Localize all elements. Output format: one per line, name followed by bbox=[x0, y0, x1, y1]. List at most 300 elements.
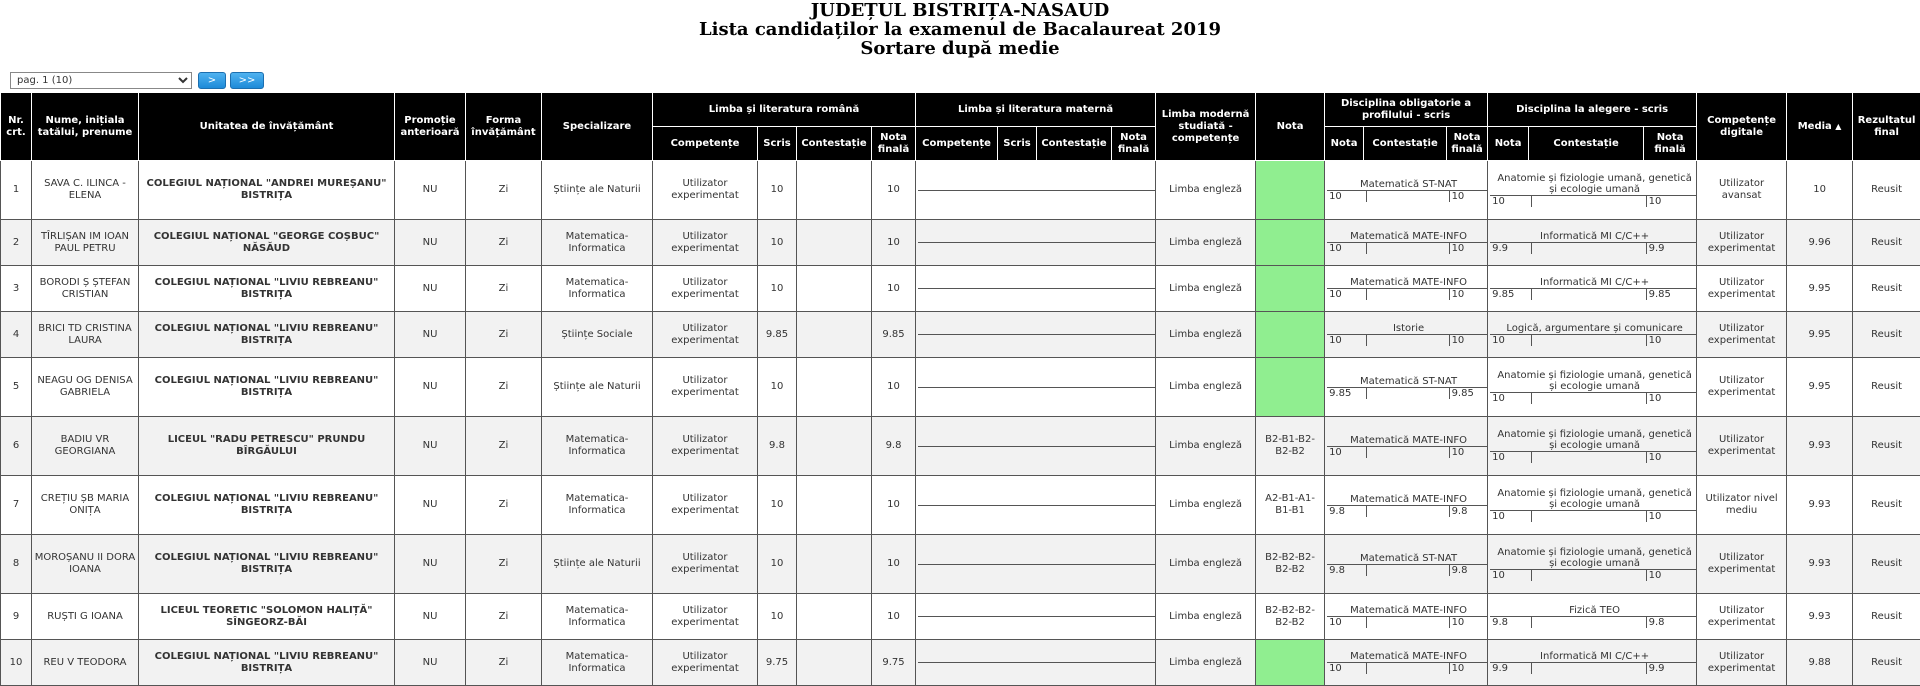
ales-nf-cell: 9.9 bbox=[1646, 663, 1697, 675]
spec-cell: Matematica-Informatica bbox=[542, 476, 653, 535]
ro-scris-cell: 10 bbox=[758, 358, 797, 417]
ro-cont-cell bbox=[797, 417, 872, 476]
candidate-name: TÎRLIȘAN IM IOAN PAUL PETRU bbox=[32, 220, 139, 266]
spec-cell: Matematica-Informatica bbox=[542, 640, 653, 686]
mat-subgrid bbox=[916, 312, 1156, 358]
candidate-name: CREȚIU ȘB MARIA ONIȚA bbox=[32, 476, 139, 535]
candidate-name: BORODI Ș ȘTEFAN CRISTIAN bbox=[32, 266, 139, 312]
col-ro-comp[interactable]: Competențe bbox=[653, 127, 758, 161]
mat-subgrid bbox=[916, 594, 1156, 640]
dig-cell: Utilizator avansat bbox=[1697, 161, 1787, 220]
dig-cell: Utilizator nivel mediu bbox=[1697, 476, 1787, 535]
ales-nf-cell: 10 bbox=[1646, 393, 1697, 405]
obl-name: Istorie bbox=[1327, 323, 1488, 335]
obl-name: Matematică MATE-INFO bbox=[1327, 605, 1488, 617]
candidate-name: MOROȘANU II DORA IOANA bbox=[32, 535, 139, 594]
promo-cell: NU bbox=[395, 640, 466, 686]
obl-nf-cell: 10 bbox=[1449, 190, 1488, 202]
row-nr: 1 bbox=[1, 161, 32, 220]
ro-comp-cell: Utilizator experimentat bbox=[653, 476, 758, 535]
ales-nota-cell: 10 bbox=[1490, 196, 1531, 208]
ro-comp-cell: Utilizator experimentat bbox=[653, 358, 758, 417]
candidate-name: REU V TEODORA bbox=[32, 640, 139, 686]
promo-cell: NU bbox=[395, 358, 466, 417]
media-cell: 9.95 bbox=[1787, 266, 1853, 312]
obl-subgrid bbox=[1325, 266, 1488, 312]
mat-subgrid bbox=[916, 220, 1156, 266]
col-nr[interactable]: Nr. crt. bbox=[1, 93, 32, 161]
dig-cell: Utilizator experimentat bbox=[1697, 312, 1787, 358]
lm-nota-cell: B2-B2-B2-B2-B2 bbox=[1256, 535, 1325, 594]
obl-subgrid bbox=[1325, 161, 1488, 220]
obl-nota-cell: 10 bbox=[1327, 190, 1366, 202]
col-mat-comp[interactable]: Competențe bbox=[916, 127, 998, 161]
obl-cont-cell bbox=[1366, 190, 1449, 202]
dig-cell: Utilizator experimentat bbox=[1697, 358, 1787, 417]
dig-cell: Utilizator experimentat bbox=[1697, 220, 1787, 266]
obl-subgrid bbox=[1325, 594, 1488, 640]
row-nr: 4 bbox=[1, 312, 32, 358]
mat-nf-cell bbox=[1114, 387, 1156, 388]
obl-subgrid bbox=[1325, 220, 1488, 266]
obl-nf-cell: 10 bbox=[1449, 617, 1488, 629]
spec-cell: Științe ale Naturii bbox=[542, 161, 653, 220]
mat-subgrid bbox=[916, 358, 1156, 417]
ro-cont-cell bbox=[797, 594, 872, 640]
obl-cont-cell bbox=[1366, 243, 1449, 255]
table-row bbox=[1, 594, 1920, 640]
obl-nf-cell: 9.8 bbox=[1449, 564, 1488, 576]
table-row bbox=[1, 476, 1920, 535]
col-ro-cont[interactable]: Contestație bbox=[797, 127, 872, 161]
ales-nf-cell: 9.85 bbox=[1646, 289, 1697, 301]
page-header bbox=[0, 0, 1920, 58]
ro-comp-cell: Utilizator experimentat bbox=[653, 417, 758, 476]
obl-subgrid bbox=[1325, 640, 1488, 686]
col-spec[interactable]: Specializare bbox=[542, 93, 653, 161]
col-lm[interactable]: Limba modernă studiată - competențe bbox=[1156, 93, 1256, 161]
obl-nota-cell: 9.8 bbox=[1327, 564, 1366, 576]
mat-nf-cell bbox=[1114, 243, 1156, 244]
lm-cell: Limba engleză bbox=[1156, 312, 1256, 358]
obl-cont-cell bbox=[1366, 617, 1449, 629]
page-select[interactable] bbox=[10, 72, 192, 89]
obl-cont-cell bbox=[1366, 289, 1449, 301]
mat-scris-cell bbox=[1000, 387, 1039, 388]
ro-nf-cell: 10 bbox=[872, 594, 916, 640]
candidate-name: BRICI TD CRISTINA LAURA bbox=[32, 312, 139, 358]
mat-scris-cell bbox=[1000, 564, 1039, 565]
lm-cell: Limba engleză bbox=[1156, 640, 1256, 686]
ales-cont-cell bbox=[1531, 289, 1646, 301]
ro-scris-cell: 9.85 bbox=[758, 312, 797, 358]
school-name: COLEGIUL NAȚIONAL "ANDREI MUREȘANU" BISTRIȚA bbox=[139, 161, 395, 220]
promo-cell: NU bbox=[395, 594, 466, 640]
lm-cell: Limba engleză bbox=[1156, 161, 1256, 220]
mat-scris-cell bbox=[1000, 335, 1039, 336]
ales-cont-cell bbox=[1531, 452, 1646, 464]
ales-nota-cell: 9.8 bbox=[1490, 617, 1531, 629]
pager bbox=[10, 72, 264, 89]
lm-nota-cell bbox=[1256, 358, 1325, 417]
ro-comp-cell: Utilizator experimentat bbox=[653, 640, 758, 686]
mat-subgrid bbox=[916, 640, 1156, 686]
mat-subgrid bbox=[916, 417, 1156, 476]
lm-cell: Limba engleză bbox=[1156, 220, 1256, 266]
county-title: JUDEȚUL BISTRIȚA-NASAUD bbox=[0, 1, 1920, 20]
form-cell: Zi bbox=[466, 358, 542, 417]
ales-name: Anatomie și fiziologie umană, genetică și ecologie umană bbox=[1490, 547, 1697, 570]
col-ales-nota[interactable]: Nota bbox=[1488, 127, 1529, 161]
table-row bbox=[1, 312, 1920, 358]
lm-nota-cell bbox=[1256, 161, 1325, 220]
row-nr: 7 bbox=[1, 476, 32, 535]
ales-name: Fizică TEO bbox=[1490, 605, 1697, 617]
mat-scris-cell bbox=[1000, 617, 1039, 618]
ales-name: Anatomie și fiziologie umană, genetică și ecologie umană bbox=[1490, 429, 1697, 452]
mat-nf-cell bbox=[1114, 289, 1156, 290]
ro-nf-cell: 9.85 bbox=[872, 312, 916, 358]
form-cell: Zi bbox=[466, 312, 542, 358]
table-row bbox=[1, 220, 1920, 266]
mat-cont-cell bbox=[1039, 387, 1114, 388]
ro-cont-cell bbox=[797, 266, 872, 312]
col-mat-scris[interactable]: Scris bbox=[998, 127, 1037, 161]
obl-cont-cell bbox=[1366, 335, 1449, 347]
ales-nf-cell: 10 bbox=[1646, 570, 1697, 582]
ro-cont-cell bbox=[797, 358, 872, 417]
obl-nota-cell: 9.85 bbox=[1327, 387, 1366, 399]
ales-name: Anatomie și fiziologie umană, genetică și ecologie umană bbox=[1490, 370, 1697, 393]
form-cell: Zi bbox=[466, 266, 542, 312]
ro-scris-cell: 10 bbox=[758, 476, 797, 535]
col-mat-cont[interactable]: Contestație bbox=[1037, 127, 1112, 161]
ales-nf-cell: 10 bbox=[1646, 196, 1697, 208]
mat-cont-cell bbox=[1039, 190, 1114, 191]
ales-name: Anatomie și fiziologie umană, genetică și ecologie umană bbox=[1490, 173, 1697, 196]
obl-nota-cell: 10 bbox=[1327, 446, 1366, 458]
ales-cont-cell bbox=[1531, 243, 1646, 255]
mat-comp-cell bbox=[918, 289, 1000, 290]
ro-cont-cell bbox=[797, 161, 872, 220]
mat-comp-cell bbox=[918, 243, 1000, 244]
school-name: LICEUL "RADU PETRESCU" PRUNDU BÎRGĂULUI bbox=[139, 417, 395, 476]
ro-comp-cell: Utilizator experimentat bbox=[653, 312, 758, 358]
promo-cell: NU bbox=[395, 266, 466, 312]
obl-subgrid bbox=[1325, 476, 1488, 535]
obl-nf-cell: 9.8 bbox=[1449, 505, 1488, 517]
lm-nota-cell: B2-B2-B2-B2-B2 bbox=[1256, 594, 1325, 640]
ales-name: Informatică MI C/C++ bbox=[1490, 277, 1697, 289]
promo-cell: NU bbox=[395, 535, 466, 594]
mat-cont-cell bbox=[1039, 663, 1114, 664]
promo-cell: NU bbox=[395, 220, 466, 266]
ales-name: Anatomie și fiziologie umană, genetică și ecologie umană bbox=[1490, 488, 1697, 511]
obl-nf-cell: 10 bbox=[1449, 663, 1488, 675]
ro-comp-cell: Utilizator experimentat bbox=[653, 594, 758, 640]
ales-nota-cell: 9.9 bbox=[1490, 663, 1531, 675]
ales-subgrid bbox=[1488, 312, 1697, 358]
mat-nf-cell bbox=[1114, 663, 1156, 664]
row-nr: 9 bbox=[1, 594, 32, 640]
ales-nf-cell: 10 bbox=[1646, 335, 1697, 347]
media-cell: 9.93 bbox=[1787, 417, 1853, 476]
mat-subgrid bbox=[916, 535, 1156, 594]
mat-nf-cell bbox=[1114, 564, 1156, 565]
ales-subgrid bbox=[1488, 417, 1697, 476]
obl-cont-cell bbox=[1366, 663, 1449, 675]
promo-cell: NU bbox=[395, 312, 466, 358]
obl-nota-cell: 10 bbox=[1327, 243, 1366, 255]
school-name: COLEGIUL NAȚIONAL "LIVIU REBREANU" BISTRIȚA bbox=[139, 312, 395, 358]
media-cell: 10 bbox=[1787, 161, 1853, 220]
ales-nota-cell: 10 bbox=[1490, 393, 1531, 405]
obl-nota-cell: 10 bbox=[1327, 335, 1366, 347]
obl-subgrid bbox=[1325, 358, 1488, 417]
col-obl: Disciplina obligatorie a profilului - scris bbox=[1325, 93, 1488, 127]
lm-cell: Limba engleză bbox=[1156, 358, 1256, 417]
ro-scris-cell: 10 bbox=[758, 220, 797, 266]
lm-nota-cell bbox=[1256, 312, 1325, 358]
col-obl-nota[interactable]: Nota bbox=[1325, 127, 1364, 161]
col-dig[interactable]: Competențe digitale bbox=[1697, 93, 1787, 161]
ales-nf-cell: 9.8 bbox=[1646, 617, 1697, 629]
obl-cont-cell bbox=[1366, 564, 1449, 576]
ro-comp-cell: Utilizator experimentat bbox=[653, 535, 758, 594]
school-name: COLEGIUL NAȚIONAL "GEORGE COȘBUC" NĂSĂUD bbox=[139, 220, 395, 266]
ales-nota-cell: 10 bbox=[1490, 335, 1531, 347]
row-nr: 6 bbox=[1, 417, 32, 476]
table-row bbox=[1, 266, 1920, 312]
form-cell: Zi bbox=[466, 220, 542, 266]
mat-nf-cell bbox=[1114, 505, 1156, 506]
mat-comp-cell bbox=[918, 663, 1000, 664]
ales-subgrid bbox=[1488, 266, 1697, 312]
lm-cell: Limba engleză bbox=[1156, 266, 1256, 312]
ro-cont-cell bbox=[797, 476, 872, 535]
obl-subgrid bbox=[1325, 312, 1488, 358]
mat-comp-cell bbox=[918, 617, 1000, 618]
mat-cont-cell bbox=[1039, 446, 1114, 447]
spec-cell: Științe Sociale bbox=[542, 312, 653, 358]
ro-scris-cell: 9.8 bbox=[758, 417, 797, 476]
mat-subgrid bbox=[916, 266, 1156, 312]
row-nr: 10 bbox=[1, 640, 32, 686]
media-cell: 9.88 bbox=[1787, 640, 1853, 686]
col-media[interactable] bbox=[1787, 93, 1853, 161]
obl-name: Matematică MATE-INFO bbox=[1327, 494, 1488, 506]
ales-cont-cell bbox=[1531, 196, 1646, 208]
school-name: LICEUL TEORETIC "SOLOMON HALIȚĂ" SÎNGEORZ-BĂI bbox=[139, 594, 395, 640]
mat-comp-cell bbox=[918, 190, 1000, 191]
mat-nf-cell bbox=[1114, 190, 1156, 191]
form-cell: Zi bbox=[466, 535, 542, 594]
ales-subgrid bbox=[1488, 476, 1697, 535]
dig-cell: Utilizator experimentat bbox=[1697, 417, 1787, 476]
mat-nf-cell bbox=[1114, 617, 1156, 618]
obl-name: Matematică ST-NAT bbox=[1327, 376, 1488, 388]
ales-nota-cell: 9.85 bbox=[1490, 289, 1531, 301]
obl-cont-cell bbox=[1366, 387, 1449, 399]
obl-nf-cell: 10 bbox=[1449, 243, 1488, 255]
mat-scris-cell bbox=[1000, 243, 1039, 244]
ales-cont-cell bbox=[1531, 617, 1646, 629]
col-ales-cont[interactable]: Contestație bbox=[1529, 127, 1644, 161]
ro-nf-cell: 10 bbox=[872, 476, 916, 535]
ales-subgrid bbox=[1488, 594, 1697, 640]
ales-name: Informatică MI C/C++ bbox=[1490, 651, 1697, 663]
lm-cell: Limba engleză bbox=[1156, 535, 1256, 594]
ro-scris-cell: 10 bbox=[758, 266, 797, 312]
media-cell: 9.93 bbox=[1787, 476, 1853, 535]
col-ales-nf[interactable]: Nota finală bbox=[1644, 127, 1697, 161]
col-rez[interactable]: Rezultatul final bbox=[1853, 93, 1920, 161]
school-name: COLEGIUL NAȚIONAL "LIVIU REBREANU" BISTRIȚA bbox=[139, 535, 395, 594]
mat-scris-cell bbox=[1000, 190, 1039, 191]
mat-comp-cell bbox=[918, 446, 1000, 447]
candidate-name: BADIU VR GEORGIANA bbox=[32, 417, 139, 476]
lm-nota-cell bbox=[1256, 220, 1325, 266]
mat-subgrid bbox=[916, 476, 1156, 535]
ales-name: Logică, argumentare și comunicare bbox=[1490, 323, 1697, 335]
lm-nota-cell bbox=[1256, 266, 1325, 312]
mat-nf-cell bbox=[1114, 335, 1156, 336]
ales-nf-cell: 10 bbox=[1646, 511, 1697, 523]
ales-cont-cell bbox=[1531, 335, 1646, 347]
ales-nota-cell: 10 bbox=[1490, 570, 1531, 582]
list-title: Lista candidaților la examenul de Bacalaureat 2019 bbox=[0, 20, 1920, 39]
lm-nota-cell: B2-B1-B2-B2-B2 bbox=[1256, 417, 1325, 476]
row-nr: 3 bbox=[1, 266, 32, 312]
ales-subgrid bbox=[1488, 220, 1697, 266]
school-name: COLEGIUL NAȚIONAL "LIVIU REBREANU" BISTRIȚA bbox=[139, 266, 395, 312]
obl-cont-cell bbox=[1366, 505, 1449, 517]
col-form[interactable]: Forma învățământ bbox=[466, 93, 542, 161]
obl-subgrid bbox=[1325, 417, 1488, 476]
col-obl-nf[interactable]: Nota finală bbox=[1447, 127, 1488, 161]
col-ro-nf[interactable]: Nota finală bbox=[872, 127, 916, 161]
ro-scris-cell: 10 bbox=[758, 161, 797, 220]
media-cell: 9.95 bbox=[1787, 312, 1853, 358]
obl-name: Matematică ST-NAT bbox=[1327, 553, 1488, 565]
dig-cell: Utilizator experimentat bbox=[1697, 594, 1787, 640]
rez-cell: Reusit bbox=[1853, 640, 1920, 686]
candidate-name: SAVA C. ILINCA - ELENA bbox=[32, 161, 139, 220]
rez-cell: Reusit bbox=[1853, 220, 1920, 266]
spec-cell: Matematica-Informatica bbox=[542, 220, 653, 266]
last-page-button[interactable]: >> bbox=[230, 72, 264, 89]
mat-cont-cell bbox=[1039, 617, 1114, 618]
lm-cell: Limba engleză bbox=[1156, 594, 1256, 640]
ales-subgrid bbox=[1488, 358, 1697, 417]
lm-cell: Limba engleză bbox=[1156, 417, 1256, 476]
ales-cont-cell bbox=[1531, 393, 1646, 405]
obl-nf-cell: 10 bbox=[1449, 335, 1488, 347]
sort-title: Sortare după medie bbox=[0, 39, 1920, 58]
next-page-button[interactable]: > bbox=[198, 72, 226, 89]
mat-scris-cell bbox=[1000, 446, 1039, 447]
school-name: COLEGIUL NAȚIONAL "LIVIU REBREANU" BISTRIȚA bbox=[139, 640, 395, 686]
lm-nota-cell: A2-B1-A1-B1-B1 bbox=[1256, 476, 1325, 535]
form-cell: Zi bbox=[466, 594, 542, 640]
rez-cell: Reusit bbox=[1853, 476, 1920, 535]
lm-nota-cell bbox=[1256, 640, 1325, 686]
col-media-label: Media bbox=[1798, 121, 1832, 132]
ro-nf-cell: 10 bbox=[872, 220, 916, 266]
media-cell: 9.93 bbox=[1787, 594, 1853, 640]
col-name[interactable]: Nume, inițiala tatălui, prenume bbox=[32, 93, 139, 161]
obl-subgrid bbox=[1325, 535, 1488, 594]
candidates-table bbox=[0, 92, 1920, 686]
spec-cell: Științe ale Naturii bbox=[542, 358, 653, 417]
media-cell: 9.93 bbox=[1787, 535, 1853, 594]
spec-cell: Matematica-Informatica bbox=[542, 417, 653, 476]
mat-subgrid bbox=[916, 161, 1156, 220]
row-nr: 2 bbox=[1, 220, 32, 266]
obl-name: Matematică MATE-INFO bbox=[1327, 231, 1488, 243]
col-school[interactable]: Unitatea de învățământ bbox=[139, 93, 395, 161]
school-name: COLEGIUL NAȚIONAL "LIVIU REBREANU" BISTRIȚA bbox=[139, 358, 395, 417]
col-mat-nf[interactable]: Nota finală bbox=[1112, 127, 1156, 161]
col-obl-cont[interactable]: Contestație bbox=[1364, 127, 1447, 161]
ales-nf-cell: 9.9 bbox=[1646, 243, 1697, 255]
ales-subgrid bbox=[1488, 640, 1697, 686]
table-row bbox=[1, 358, 1920, 417]
mat-cont-cell bbox=[1039, 289, 1114, 290]
col-promo[interactable]: Promoție anterioară bbox=[395, 93, 466, 161]
mat-scris-cell bbox=[1000, 505, 1039, 506]
table-row bbox=[1, 417, 1920, 476]
obl-nf-cell: 9.85 bbox=[1449, 387, 1488, 399]
ales-nf-cell: 10 bbox=[1646, 452, 1697, 464]
mat-comp-cell bbox=[918, 505, 1000, 506]
ales-cont-cell bbox=[1531, 663, 1646, 675]
row-nr: 8 bbox=[1, 535, 32, 594]
mat-scris-cell bbox=[1000, 663, 1039, 664]
ro-cont-cell bbox=[797, 640, 872, 686]
candidate-name: RUȘTI G IOANA bbox=[32, 594, 139, 640]
rez-cell: Reusit bbox=[1853, 266, 1920, 312]
promo-cell: NU bbox=[395, 417, 466, 476]
ales-name: Informatică MI C/C++ bbox=[1490, 231, 1697, 243]
ales-cont-cell bbox=[1531, 511, 1646, 523]
ales-nota-cell: 10 bbox=[1490, 452, 1531, 464]
ro-scris-cell: 10 bbox=[758, 535, 797, 594]
spec-cell: Matematica-Informatica bbox=[542, 266, 653, 312]
mat-cont-cell bbox=[1039, 243, 1114, 244]
rez-cell: Reusit bbox=[1853, 312, 1920, 358]
ro-comp-cell: Utilizator experimentat bbox=[653, 220, 758, 266]
ales-cont-cell bbox=[1531, 570, 1646, 582]
col-mat: Limba și literatura maternă bbox=[916, 93, 1156, 127]
rez-cell: Reusit bbox=[1853, 161, 1920, 220]
table-row bbox=[1, 535, 1920, 594]
ales-subgrid bbox=[1488, 535, 1697, 594]
candidate-name: NEAGU OG DENISA GABRIELA bbox=[32, 358, 139, 417]
rez-cell: Reusit bbox=[1853, 417, 1920, 476]
spec-cell: Științe ale Naturii bbox=[542, 535, 653, 594]
spec-cell: Matematica-Informatica bbox=[542, 594, 653, 640]
col-ro-scris[interactable]: Scris bbox=[758, 127, 797, 161]
ro-comp-cell: Utilizator experimentat bbox=[653, 266, 758, 312]
obl-nf-cell: 10 bbox=[1449, 446, 1488, 458]
form-cell: Zi bbox=[466, 161, 542, 220]
col-nota[interactable]: Nota bbox=[1256, 93, 1325, 161]
mat-cont-cell bbox=[1039, 335, 1114, 336]
dig-cell: Utilizator experimentat bbox=[1697, 535, 1787, 594]
mat-cont-cell bbox=[1039, 505, 1114, 506]
ro-nf-cell: 10 bbox=[872, 535, 916, 594]
